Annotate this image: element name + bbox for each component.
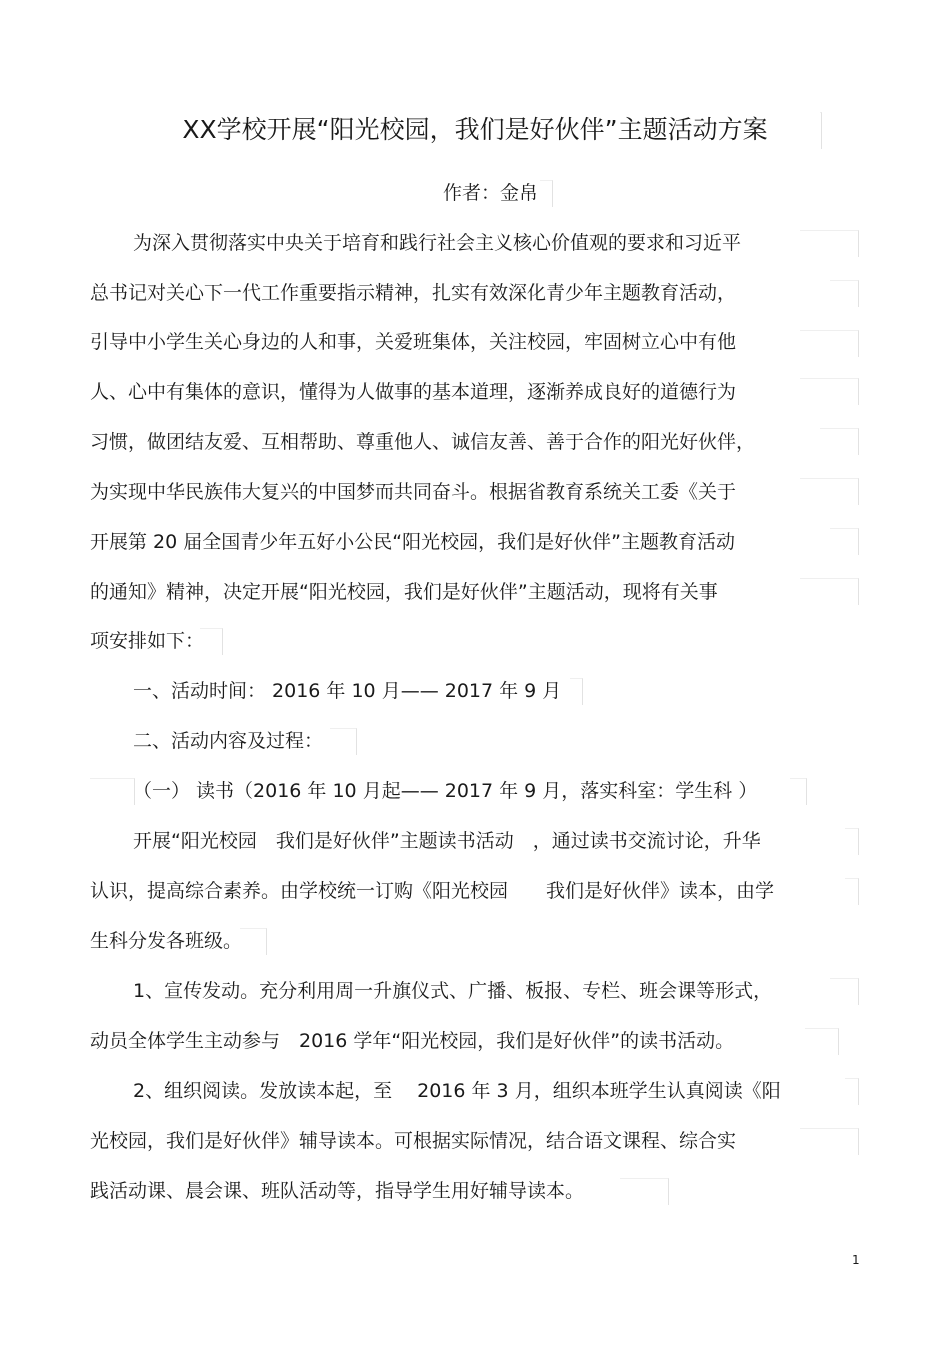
scan-artifact	[845, 1078, 859, 1105]
scan-artifact	[90, 778, 135, 805]
scan-artifact	[830, 978, 859, 1005]
scan-artifact	[800, 1128, 859, 1155]
scan-artifact	[845, 878, 859, 905]
paragraph-line: 的通知》精神，决定开展“阳光校园，我们是好伙伴”主题活动，现将有关事	[90, 581, 718, 603]
subsection-heading: （一） 读书（2016 年 10 月起—— 2017 年 9 月，落实科室：学生科 ）	[133, 780, 758, 802]
scan-artifact	[790, 778, 807, 805]
paragraph-line: 为深入贯彻落实中央关于培育和践行社会主义核心价值观的要求和习近平	[133, 232, 742, 254]
scan-artifact	[830, 280, 859, 307]
scan-artifact	[830, 528, 859, 555]
section-heading: 二、活动内容及过程：	[133, 730, 324, 752]
paragraph-line: 总书记对关心下一代工作重要指示精神，扎实有效深化青少年主题教育活动，	[90, 282, 737, 304]
scan-artifact	[845, 828, 859, 855]
document-title: XX学校开展“阳光校园，我们是好伙伴”主题活动方案	[182, 115, 768, 144]
scan-artifact	[820, 428, 859, 455]
scan-artifact	[800, 330, 859, 357]
scan-artifact	[800, 578, 859, 605]
paragraph-line: 动员全体学生主动参与 2016 学年“阳光校园，我们是好伙伴”的读书活动。	[90, 1030, 735, 1052]
paragraph-line: 开展“阳光校园 我们是好伙伴”主题读书活动 ，通过读书交流讨论，升华	[133, 830, 761, 852]
paragraph-line: 践活动课、晨会课、班队活动等，指导学生用好辅导读本。	[90, 1180, 585, 1202]
section-heading: 一、活动时间： 2016 年 10 月—— 2017 年 9 月	[133, 680, 562, 702]
paragraph-line: 生科分发各班级。	[90, 930, 243, 952]
scan-artifact	[540, 180, 553, 207]
page-number: 1	[852, 1253, 860, 1267]
author-line: 作者：金帛	[443, 182, 539, 204]
paragraph-line: 1、宣传发动。充分利用周一升旗仪式、广播、板报、专栏、班会课等形式，	[133, 980, 773, 1002]
paragraph-line: 引导中小学生关心身边的人和事，关爱班集体，关注校园，牢固树立心中有他	[90, 331, 737, 353]
scan-artifact	[330, 728, 357, 755]
paragraph-line: 2、组织阅读。发放读本起，至 2016 年 3 月，组织本班学生认真阅读《阳	[133, 1080, 781, 1102]
paragraph-line: 认识，提高综合素养。由学校统一订购《阳光校园 我们是好伙伴》读本，由学	[90, 880, 775, 902]
scan-artifact	[800, 230, 859, 257]
scan-artifact	[570, 678, 583, 705]
paragraph-line: 项安排如下：	[90, 630, 205, 652]
scan-artifact	[240, 928, 267, 955]
scan-artifact	[620, 1178, 669, 1205]
scan-artifact	[800, 378, 859, 405]
paragraph-line: 人、心中有集体的意识，懂得为人做事的基本道理，逐渐养成良好的道德行为	[90, 381, 737, 403]
scan-artifact	[805, 1028, 839, 1055]
paragraph-line: 习惯，做团结友爱、互相帮助、尊重他人、诚信友善、善于合作的阳光好伙伴，	[90, 431, 756, 453]
paragraph-line: 为实现中华民族伟大复兴的中国梦而共同奋斗。根据省教育系统关工委《关于	[90, 481, 737, 503]
paragraph-line: 光校园，我们是好伙伴》辅导读本。可根据实际情况，结合语文课程、综合实	[90, 1130, 737, 1152]
scan-artifact	[800, 478, 859, 505]
paragraph-line: 开展第 20 届全国青少年五好小公民“阳光校园，我们是好伙伴”主题教育活动	[90, 531, 735, 553]
